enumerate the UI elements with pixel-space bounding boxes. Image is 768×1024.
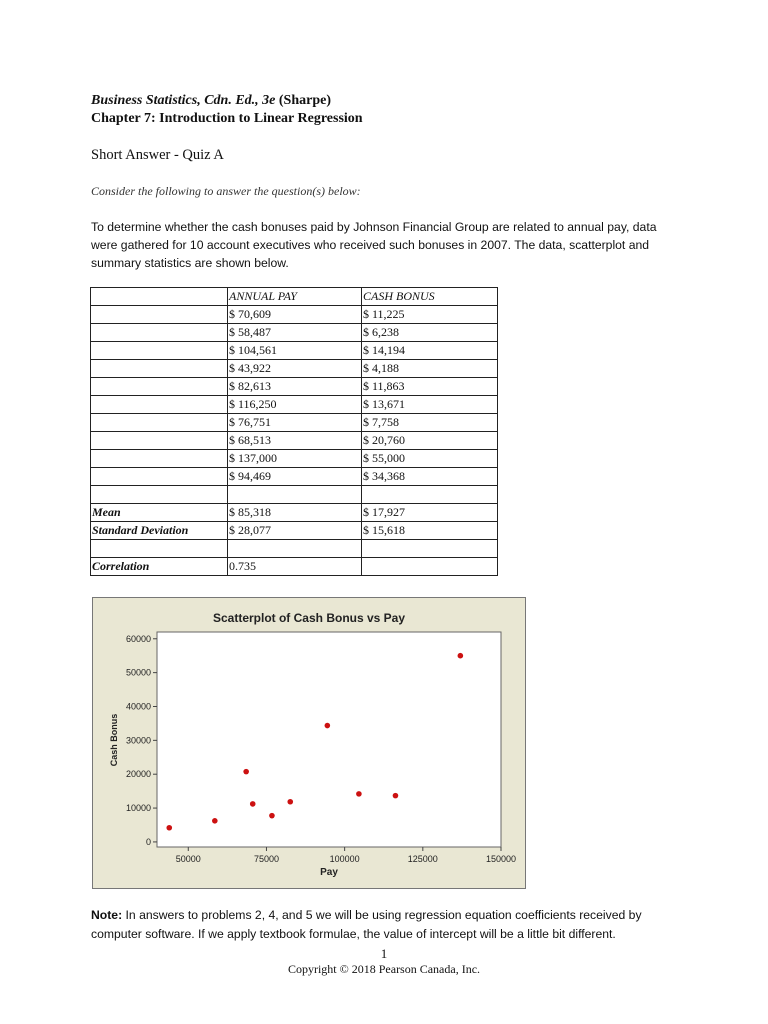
table-cell: $ 14,194 xyxy=(362,342,498,360)
data-table xyxy=(90,287,498,576)
note-line: computer software. If we apply textbook formulae, the value of intercept will be a little bit different. xyxy=(91,926,616,941)
table-header-cell: CASH BONUS xyxy=(362,288,498,306)
table-cell: $ 68,513 xyxy=(228,432,362,450)
table-cell xyxy=(91,306,228,324)
data-point xyxy=(212,818,218,824)
data-point xyxy=(356,791,362,797)
table-row xyxy=(91,486,498,504)
plot-area xyxy=(157,632,501,847)
table-cell: $ 58,487 xyxy=(228,324,362,342)
table-cell: $ 55,000 xyxy=(362,450,498,468)
table-cell xyxy=(91,360,228,378)
data-point xyxy=(325,723,331,729)
table-cell: 0.735 xyxy=(228,558,362,576)
table-cell xyxy=(91,378,228,396)
table-row xyxy=(91,396,498,414)
table-cell: $ 6,238 xyxy=(362,324,498,342)
quiz-title: Short Answer - Quiz A xyxy=(91,147,224,163)
table-cell xyxy=(91,414,228,432)
scatterplot-panel xyxy=(92,597,526,889)
table-cell: $ 82,613 xyxy=(228,378,362,396)
table-row xyxy=(91,558,498,576)
x-axis-label: Pay xyxy=(320,867,338,878)
table-cell: $ 43,922 xyxy=(228,360,362,378)
table-cell xyxy=(91,468,228,486)
table-header-cell: ANNUAL PAY xyxy=(228,288,362,306)
data-point xyxy=(166,825,172,831)
page-number: 1 xyxy=(380,946,388,961)
table-cell xyxy=(362,486,498,504)
data-point xyxy=(393,793,399,799)
y-tick-label: 40000 xyxy=(125,701,151,712)
chart-title: Scatterplot of Cash Bonus vs Pay xyxy=(212,611,406,625)
note-label: Note: xyxy=(91,908,123,922)
y-tick-label: 30000 xyxy=(125,735,151,746)
table-cell: $ 70,609 xyxy=(228,306,362,324)
y-tick-label: 50000 xyxy=(125,667,151,678)
x-tick-label: 100000 xyxy=(329,854,360,864)
y-tick-label: 60000 xyxy=(125,633,151,644)
x-tick-label: 125000 xyxy=(407,854,438,864)
intro-line: To determine whether the cash bonuses paid by Johnson Financial Group are related to annual pay, data xyxy=(91,220,657,234)
table-cell xyxy=(228,540,362,558)
data-point xyxy=(287,799,293,805)
y-tick-label: 0 xyxy=(145,836,151,847)
x-tick-label: 75000 xyxy=(253,854,279,864)
table-cell xyxy=(362,540,498,558)
table-header-row xyxy=(91,288,498,306)
intro-line: summary statistics are shown below. xyxy=(91,256,289,271)
table-cell: $ 11,225 xyxy=(362,306,498,324)
data-point xyxy=(243,769,249,775)
y-tick-label: 20000 xyxy=(125,769,151,780)
table-cell: $ 20,760 xyxy=(362,432,498,450)
table-row xyxy=(91,378,498,396)
note-line-1 xyxy=(91,906,671,925)
table-cell xyxy=(91,432,228,450)
table-cell: Mean xyxy=(91,504,228,522)
table-row xyxy=(91,342,498,360)
data-point xyxy=(458,653,464,659)
table-row xyxy=(91,324,498,342)
table-cell: $ 17,927 xyxy=(362,504,498,522)
table-row xyxy=(91,432,498,450)
table-cell: $ 11,863 xyxy=(362,378,498,396)
book-author: (Sharpe) xyxy=(278,93,332,108)
scatterplot-chart xyxy=(93,598,525,888)
table-cell: $ 13,671 xyxy=(362,396,498,414)
x-tick-label: 50000 xyxy=(175,854,201,864)
intro-line: were gathered for 10 account executives who received such bonuses in 2007. The data, scatterplot and xyxy=(91,238,650,253)
table-cell xyxy=(91,396,228,414)
table-cell xyxy=(91,324,228,342)
table-cell xyxy=(228,486,362,504)
table-cell: $ 7,758 xyxy=(362,414,498,432)
table-cell: $ 85,318 xyxy=(228,504,362,522)
table-cell: $ 104,561 xyxy=(228,342,362,360)
table-cell: $ 76,751 xyxy=(228,414,362,432)
table-cell: $ 116,250 xyxy=(228,396,362,414)
table-row xyxy=(91,504,498,522)
chapter-title: Chapter 7: Introduction to Linear Regression xyxy=(91,111,363,126)
table-header-cell xyxy=(91,288,228,306)
data-point xyxy=(250,801,256,807)
y-axis-label: Cash Bonus xyxy=(109,713,119,767)
table-row xyxy=(91,522,498,540)
y-tick-label: 10000 xyxy=(125,803,151,814)
table-cell xyxy=(91,450,228,468)
book-title-line xyxy=(91,93,331,109)
table-cell xyxy=(91,540,228,558)
table-cell: Standard Deviation xyxy=(91,522,228,540)
book-title: Business Statistics, Cdn. Ed., 3e xyxy=(91,93,276,108)
table-cell: $ 137,000 xyxy=(228,450,362,468)
table-cell: $ 15,618 xyxy=(362,522,498,540)
table-row xyxy=(91,450,498,468)
table-row xyxy=(91,540,498,558)
data-point xyxy=(269,813,275,819)
table-cell xyxy=(91,342,228,360)
consider-instruction: Consider the following to answer the question(s) below: xyxy=(91,184,361,198)
intro-paragraph xyxy=(91,218,671,273)
note-paragraph xyxy=(91,906,671,943)
table-cell xyxy=(362,558,498,576)
table-row xyxy=(91,306,498,324)
table-row xyxy=(91,360,498,378)
copyright: Copyright © 2018 Pearson Canada, Inc. xyxy=(287,962,481,976)
note-line: In answers to problems 2, 4, and 5 we will be using regression equation coefficients received by xyxy=(122,908,642,922)
table-cell: $ 4,188 xyxy=(362,360,498,378)
table-cell: $ 94,469 xyxy=(228,468,362,486)
table-cell: $ 34,368 xyxy=(362,468,498,486)
x-tick-label: 150000 xyxy=(485,854,517,864)
table-cell xyxy=(91,486,228,504)
table-row xyxy=(91,414,498,432)
table-cell: $ 28,077 xyxy=(228,522,362,540)
table-row xyxy=(91,468,498,486)
table-cell: Correlation xyxy=(91,558,228,576)
